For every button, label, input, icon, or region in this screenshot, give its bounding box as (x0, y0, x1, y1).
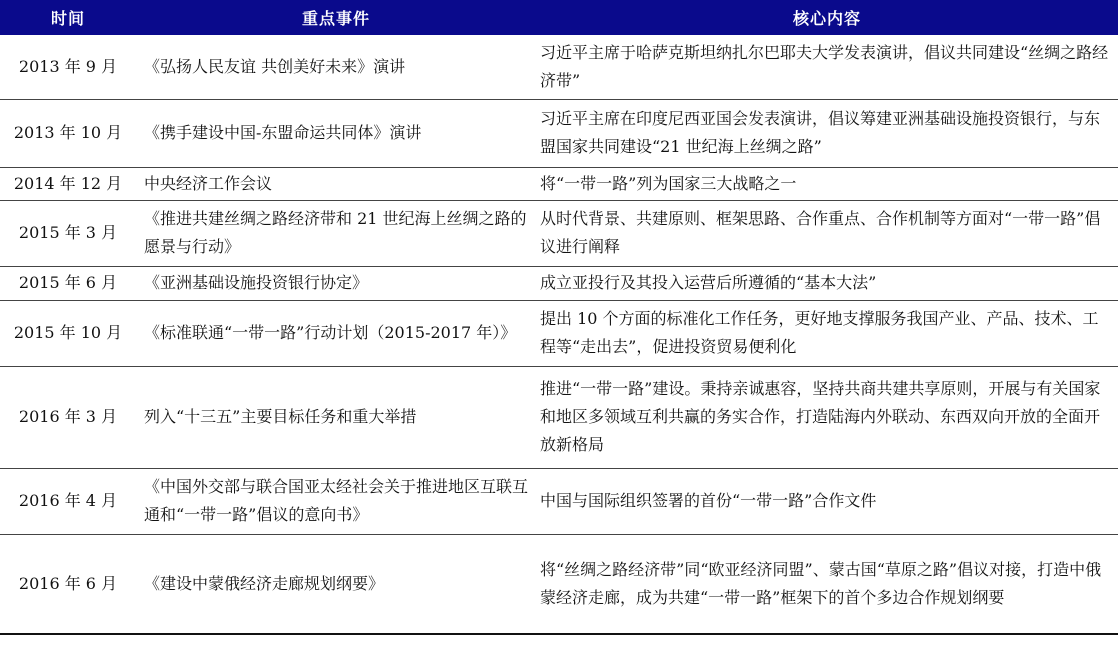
row-content: 习近平主席于哈萨克斯坦纳扎尔巴耶夫大学发表演讲，倡议共同建设“丝绸之路经济带” (536, 35, 1118, 99)
row-time: 2016 年 3 月 (0, 366, 136, 468)
table-row (0, 35, 1118, 99)
row-content: 习近平主席在印度尼西亚国会发表演讲，倡议筹建亚洲基础设施投资银行，与东盟国家共同建设“21 世纪海上丝绸之路” (536, 99, 1118, 167)
row-time: 2015 年 10 月 (0, 300, 136, 366)
header-time: 时间 (0, 0, 136, 35)
row-event: 中央经济工作会议 (136, 167, 536, 200)
table-row (0, 366, 1118, 468)
row-event: 列入“十三五”主要目标任务和重大举措 (136, 366, 536, 468)
row-content: 从时代背景、共建原则、框架思路、合作重点、合作机制等方面对“一带一路”倡议进行阐释 (536, 200, 1118, 266)
row-time: 2013 年 9 月 (0, 35, 136, 99)
row-content: 成立亚投行及其投入运营后所遵循的“基本大法” (536, 266, 1118, 300)
row-content: 推进“一带一路”建设。秉持亲诚惠容，坚持共商共建共享原则，开展与有关国家和地区多领域互利共赢的务实合作，打造陆海内外联动、东西双向开放的全面开放新格局 (536, 366, 1118, 468)
row-event: 《携手建设中国-东盟命运共同体》演讲 (136, 99, 536, 167)
row-event: 《建设中蒙俄经济走廊规划纲要》 (136, 534, 536, 634)
header-row (0, 0, 1118, 35)
row-time: 2016 年 4 月 (0, 468, 136, 534)
row-content: 中国与国际组织签署的首份“一带一路”合作文件 (536, 468, 1118, 534)
header-content: 核心内容 (536, 0, 1118, 35)
row-time: 2015 年 6 月 (0, 266, 136, 300)
table-row (0, 200, 1118, 266)
row-time: 2015 年 3 月 (0, 200, 136, 266)
table-row (0, 99, 1118, 167)
table-row (0, 167, 1118, 200)
table-row (0, 468, 1118, 534)
row-time: 2016 年 6 月 (0, 534, 136, 634)
row-event: 《推进共建丝绸之路经济带和 21 世纪海上丝绸之路的愿景与行动》 (136, 200, 536, 266)
row-event: 《标准联通“一带一路”行动计划（2015-2017 年）》 (136, 300, 536, 366)
table-row (0, 300, 1118, 366)
header-event: 重点事件 (136, 0, 536, 35)
row-event: 《中国外交部与联合国亚太经社会关于推进地区互联互通和“一带一路”倡议的意向书》 (136, 468, 536, 534)
table-row (0, 266, 1118, 300)
table-row (0, 534, 1118, 634)
row-content: 将“丝绸之路经济带”同“欧亚经济同盟”、蒙古国“草原之路”倡议对接，打造中俄蒙经济走廊，成为共建“一带一路”框架下的首个多边合作规划纲要 (536, 534, 1118, 634)
row-content: 将“一带一路”列为国家三大战略之一 (536, 167, 1118, 200)
row-event: 《亚洲基础设施投资银行协定》 (136, 266, 536, 300)
row-event: 《弘扬人民友谊 共创美好未来》演讲 (136, 35, 536, 99)
row-content: 提出 10 个方面的标准化工作任务，更好地支撑服务我国产业、产品、技术、工程等“走出去”，促进投资贸易便利化 (536, 300, 1118, 366)
row-time: 2013 年 10 月 (0, 99, 136, 167)
row-time: 2014 年 12 月 (0, 167, 136, 200)
